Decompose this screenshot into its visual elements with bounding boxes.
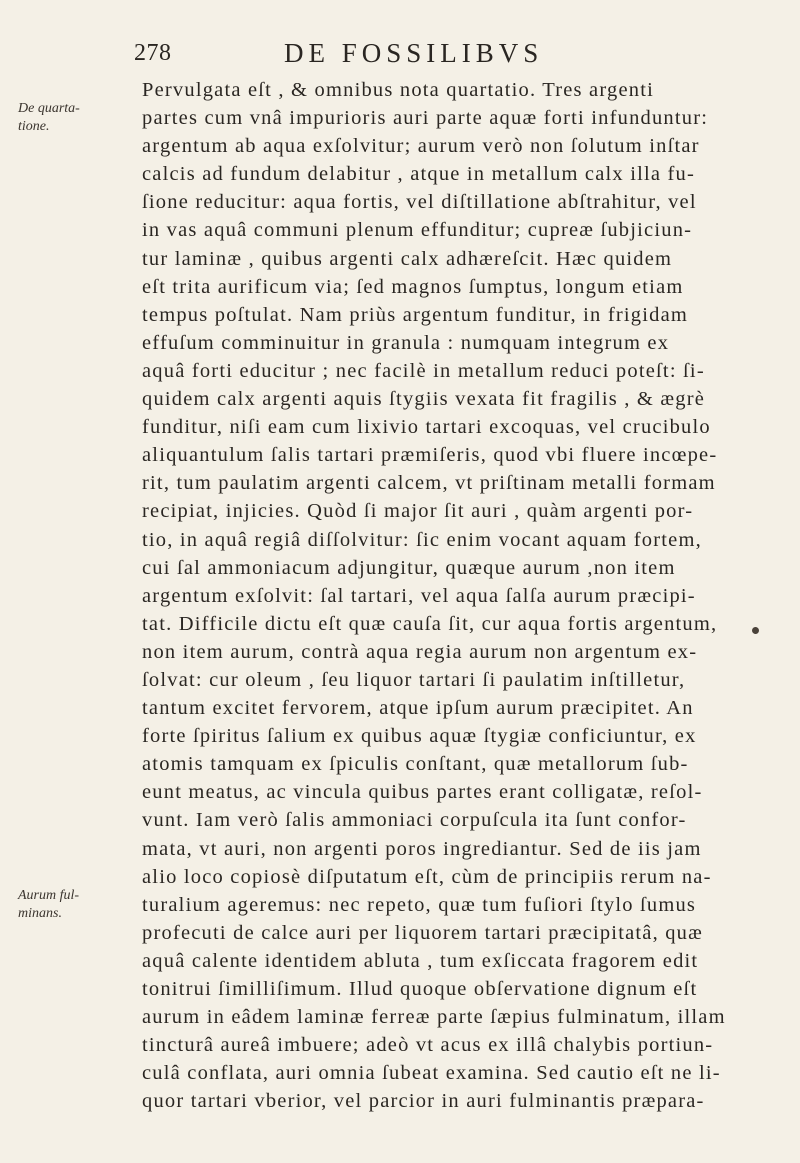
text-line: ſione reducitur: aqua fortis, vel diſtillatione abſtrahitur, vel — [142, 191, 697, 214]
text-line: quor tartari vberior, vel parcior in auri fulminantis præpara- — [142, 1090, 705, 1113]
page-header — [0, 40, 800, 80]
text-line: tat. Difficile dictu eſt quæ cauſa ſit, cur aqua fortis argentum, — [142, 612, 718, 635]
text-line: non item aurum, contrà aqua regia aurum non argentum ex- — [142, 640, 698, 663]
text-line: tempus poſtulat. Nam priùs argentum funditur, in frigidam — [142, 303, 689, 326]
text-line: tonitrui ſimilliſimum. Illud quoque obſervatione dignum eſt — [142, 978, 698, 1000]
text-line: aquâ forti educitur ; nec facilè in metallum reduci poteſt: ſi- — [142, 359, 705, 382]
text-line: ſolvat: cur oleum , ſeu liquor tartari ſi paulatim inſtilletur, — [142, 668, 686, 691]
text-line: argentum ab aqua exſolvitur; aurum verò non ſolutum inſtar — [142, 135, 700, 158]
text-line: rit, tum paulatim argenti calcem, vt priſtinam metalli formam — [142, 472, 716, 495]
text-line: effuſum comminuitur in granula : numquam integrum ex — [142, 331, 670, 354]
body-text — [142, 76, 782, 1115]
text-line: vunt. Iam verò ſalis ammoniaci corpuſcula ita ſunt confor- — [142, 809, 687, 832]
text-line: aquâ calente identidem abluta , tum exſiccata fragorem edit — [142, 949, 699, 972]
text-line: aliquantulum ſalis tartari præmiſeris, quod vbi fluere incœpe- — [142, 444, 718, 467]
text-line: cui ſal ammoniacum adjungitur, quæque aurum ,non item — [142, 556, 676, 579]
text-line: recipiat, injicies. Quòd ſi major ſit auri , quàm argenti por- — [142, 500, 694, 523]
margin-note-aurum-fulminans: Aurum ful- minans. — [18, 888, 80, 921]
text-line: calcis ad fundum delabitur , atque in metallum calx illa fu- — [142, 163, 696, 186]
text-line: tio, in aquâ regiâ diſſolvitur: ſic enim vocant aquam fortem, — [142, 528, 702, 551]
text-line: forte ſpiritus ſalium ex quibus aquæ ſtygiæ conficiuntur, ex — [142, 725, 697, 748]
text-line: mata, vt auri, non argenti poros ingrediantur. Sed de iis jam — [142, 837, 702, 860]
text-line: funditur, niſi eam cum lixivio tartari excoquas, vel crucibulo — [142, 416, 711, 439]
text-line: profecuti de calce auri per liquorem tartari præcipitatâ, quæ — [142, 921, 704, 944]
text-line: tur laminæ , quibus argenti calx adhæreſcit. Hæc quidem — [142, 247, 673, 270]
text-line: partes cum vnâ impurioris auri parte aquæ forti infunduntur: — [142, 107, 709, 130]
text-line: atomis tamquam ex ſpiculis conſtant, quæ metallorum ſub- — [142, 753, 689, 776]
text-line: argentum exſolvit: ſal tartari, vel aqua ſalſa aurum præcipi- — [142, 584, 696, 607]
text-line: Pervulgata eſt , & omnibus nota quartatio. Tres argenti — [142, 79, 655, 101]
text-line: tantum excitet fervorem, atque ipſum aurum præcipitet. An — [142, 697, 694, 720]
margin-note-quartatio: De quarta- tione. — [18, 101, 80, 134]
text-line: in vas aquâ communi plenum effunditur; cupreæ ſubjiciun- — [142, 219, 693, 242]
text-line: eſt trita aurificum via; ſed magnos ſumptus, longum etiam — [142, 275, 684, 298]
running-title: DE FOSSILIBVS — [284, 38, 544, 68]
text-line: quidem calx argenti aquis ſtygiis vexata fit fragilis , & ægrè — [142, 388, 706, 411]
text-line: eunt meatus, ac vincula quibus partes erant colligatæ, reſol- — [142, 781, 703, 804]
text-line: tincturâ aureâ imbuere; adeò vt acus ex illâ chalybis portiun- — [142, 1034, 714, 1057]
text-line: culâ conflata, auri omnia ſubeat examina. Sed cautio eſt ne li- — [142, 1062, 721, 1085]
page-number: 278 — [134, 40, 172, 66]
text-line: alio loco copiosè diſputatum eſt, cùm de principiis rerum na- — [142, 865, 712, 888]
text-line: turalium ageremus: nec repeto, quæ tum fuſiori ſtylo ſumus — [142, 893, 697, 916]
text-line: aurum in eâdem laminæ ferreæ parte ſæpius fulminatum, illam — [142, 1006, 726, 1029]
